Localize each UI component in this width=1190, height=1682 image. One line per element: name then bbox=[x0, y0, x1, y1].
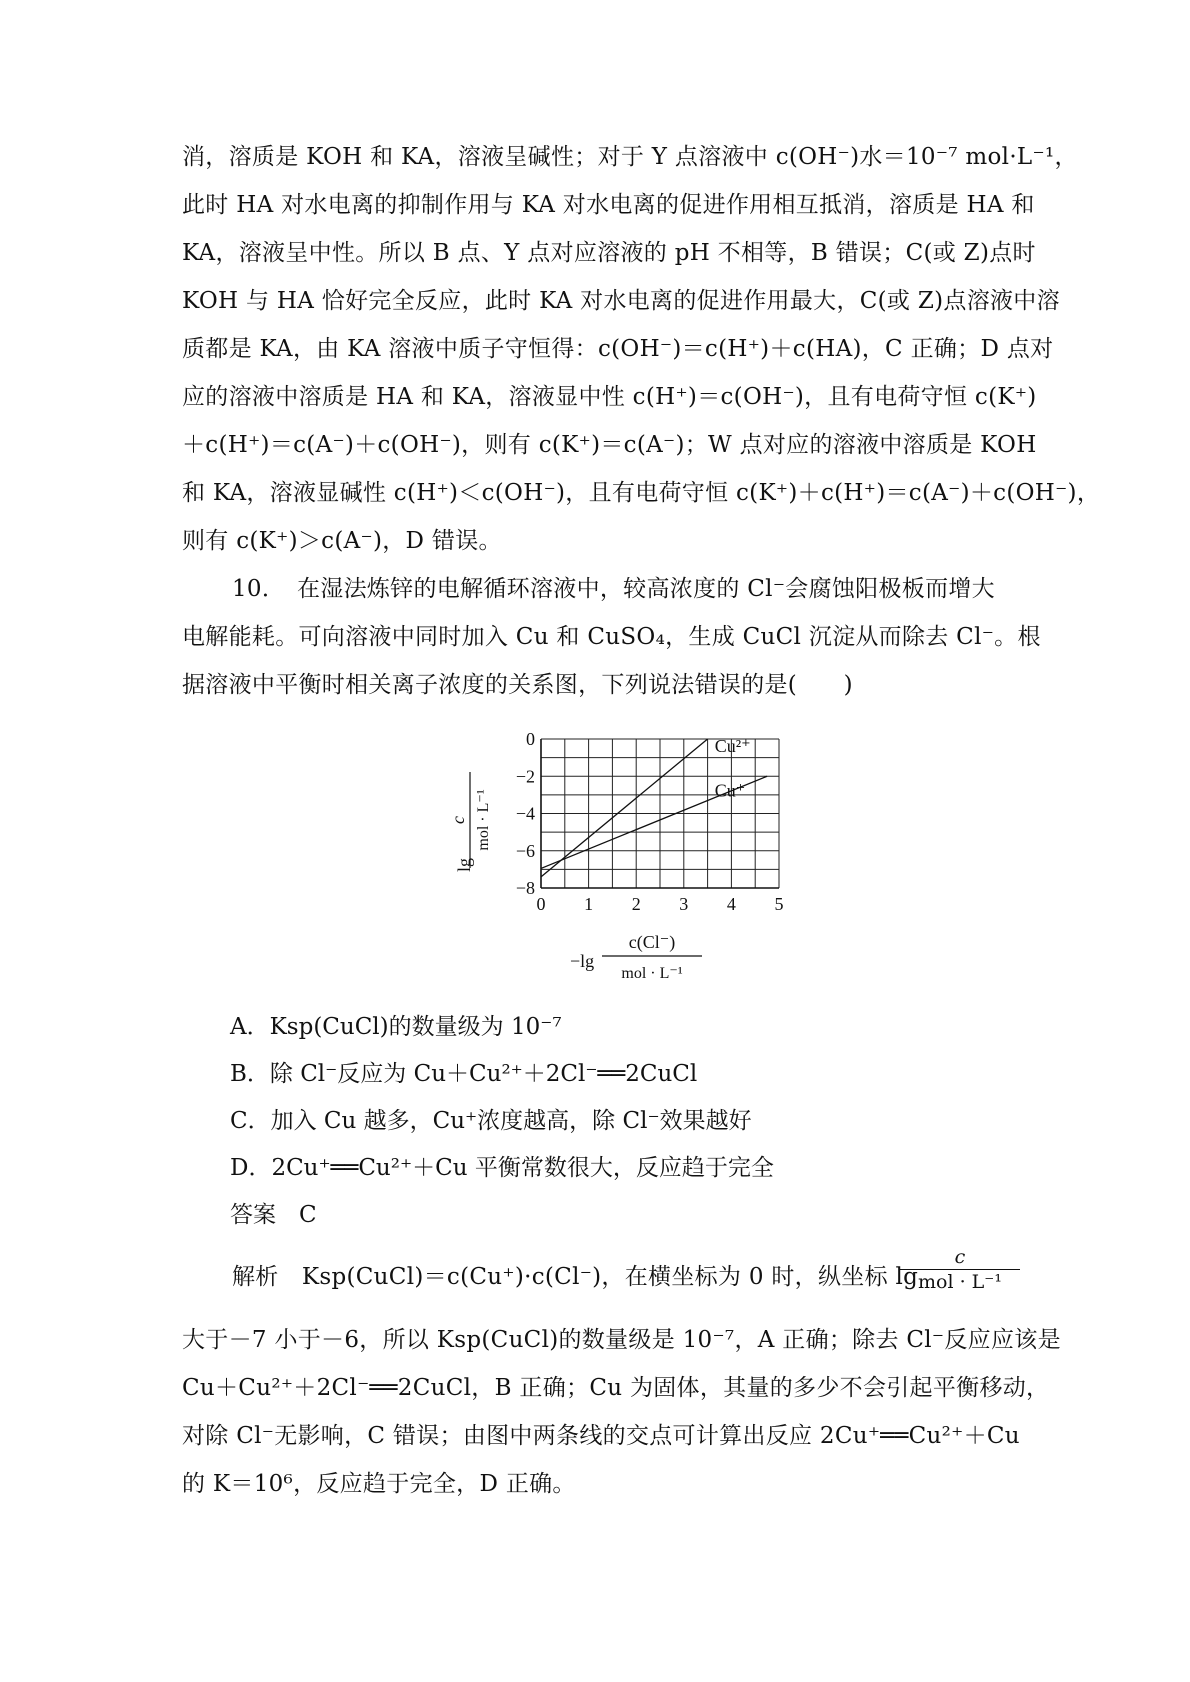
option-a: A．Ksp(CuCl)的数量级为 10⁻⁷ bbox=[230, 1014, 562, 1040]
y-label-den: mol · L⁻¹ bbox=[475, 789, 492, 851]
y-tick-label: −8 bbox=[515, 878, 535, 898]
y-tick-label: −6 bbox=[515, 840, 535, 861]
analysis-line: Cu＋Cu²⁺＋2Cl⁻══2CuCl，B 正确；Cu 为固体，其量的多少不会引起平衡移动， bbox=[182, 1375, 1050, 1401]
text-line: 则有 c(K⁺)＞c(A⁻)，D 错误。 bbox=[182, 528, 502, 554]
x-label-num: c(Cl⁻) bbox=[628, 932, 676, 952]
analysis-fraction-num: c bbox=[954, 1246, 966, 1268]
analysis-fraction-den: mol · L⁻¹ bbox=[918, 1271, 1002, 1293]
chart-grid bbox=[541, 739, 779, 888]
x-tick-label: 2 bbox=[631, 894, 641, 914]
y-tick-label: −4 bbox=[515, 803, 535, 824]
x-tick-label: 1 bbox=[584, 894, 594, 914]
answer-line: 答案 C bbox=[230, 1202, 317, 1228]
series-label: Cu²⁺ bbox=[714, 736, 751, 757]
text-line: 质都是 KA，由 KA 溶液中质子守恒得：c(OH⁻)＝c(H⁺)＋c(HA)，C 正确；D 点对 bbox=[182, 336, 1054, 362]
analysis-line: 的 K＝10⁶，反应趋于完全，D 正确。 bbox=[182, 1471, 576, 1497]
option-b: B．除 Cl⁻反应为 Cu＋Cu²⁺＋2Cl⁻══2CuCl bbox=[230, 1061, 698, 1087]
question-line: 据溶液中平衡时相关离子浓度的关系图，下列说法错误的是( ) bbox=[182, 672, 853, 698]
x-label-prefix: −lg bbox=[570, 951, 595, 971]
text-line: KA，溶液呈中性。所以 B 点、Y 点对应溶液的 pH 不相等，B 错误；C(或 Z)点时 bbox=[182, 240, 1036, 266]
chart-ticks bbox=[516, 729, 784, 914]
analysis-fraction-bar bbox=[900, 1269, 1020, 1270]
analysis-line: 大于－7 小于－6，所以 Ksp(CuCl)的数量级是 10⁻⁷，A 正确；除去 Cl⁻反应应该是 bbox=[182, 1327, 1061, 1353]
concentration-chart bbox=[440, 712, 800, 982]
y-label-prefix: lg bbox=[454, 857, 474, 872]
text-line: 和 KA，溶液显碱性 c(H⁺)＜c(OH⁻)，且有电荷守恒 c(K⁺)＋c(H⁺)＝c(A⁻)＋c(OH⁻)， bbox=[182, 480, 1101, 506]
x-tick-label: 5 bbox=[774, 894, 784, 914]
text-line: ＋c(H⁺)＝c(A⁻)＋c(OH⁻)，则有 c(K⁺)＝c(A⁻)；W 点对应的溶液中溶质是 KOH bbox=[182, 432, 1037, 458]
x-tick-label: 4 bbox=[726, 894, 736, 914]
analysis-line: 解析 Ksp(CuCl)＝c(Cu⁺)·c(Cl⁻)，在横坐标为 0 时，纵坐标 lg bbox=[232, 1264, 919, 1290]
text-line: 此时 HA 对水电离的抑制作用与 KA 对水电离的促进作用相互抵消，溶质是 HA 和 bbox=[182, 192, 1035, 218]
y-tick-label: 0 bbox=[526, 729, 535, 749]
question-line: 10． 在湿法炼锌的电解循环溶液中，较高浓度的 Cl⁻会腐蚀阳极板而增大 bbox=[232, 576, 995, 602]
x-label-den: mol · L⁻¹ bbox=[621, 965, 683, 982]
x-axis-label bbox=[570, 932, 702, 982]
x-tick-label: 3 bbox=[679, 894, 689, 914]
y-tick-label: −2 bbox=[515, 766, 535, 787]
text-line: KOH 与 HA 恰好完全反应，此时 KA 对水电离的促进作用最大，C(或 Z)点溶液中溶 bbox=[182, 288, 1060, 314]
analysis-fraction bbox=[900, 1246, 1020, 1293]
series-line bbox=[541, 739, 708, 877]
analysis-line: 对除 Cl⁻无影响，C 错误；由图中两条线的交点可计算出反应 2Cu⁺══Cu²⁺＋Cu bbox=[182, 1423, 1020, 1449]
text-line: 消，溶质是 KOH 和 KA，溶液呈碱性；对于 Y 点溶液中 c(OH⁻)水＝10⁻⁷ mol·L⁻¹， bbox=[182, 144, 1078, 170]
y-axis-label bbox=[448, 772, 492, 872]
x-tick-label: 0 bbox=[536, 894, 546, 914]
series-label: Cu⁺ bbox=[714, 780, 746, 801]
option-d: D．2Cu⁺══Cu²⁺＋Cu 平衡常数很大，反应趋于完全 bbox=[230, 1155, 774, 1181]
y-label-num: c bbox=[448, 816, 468, 824]
text-line: 应的溶液中溶质是 HA 和 KA，溶液显中性 c(H⁺)＝c(OH⁻)，且有电荷守恒 c(K⁺) bbox=[182, 384, 1037, 410]
question-line: 电解能耗。可向溶液中同时加入 Cu 和 CuSO₄，生成 CuCl 沉淀从而除去 Cl⁻。根 bbox=[182, 624, 1041, 650]
option-c: C．加入 Cu 越多，Cu⁺浓度越高，除 Cl⁻效果越好 bbox=[230, 1108, 752, 1134]
